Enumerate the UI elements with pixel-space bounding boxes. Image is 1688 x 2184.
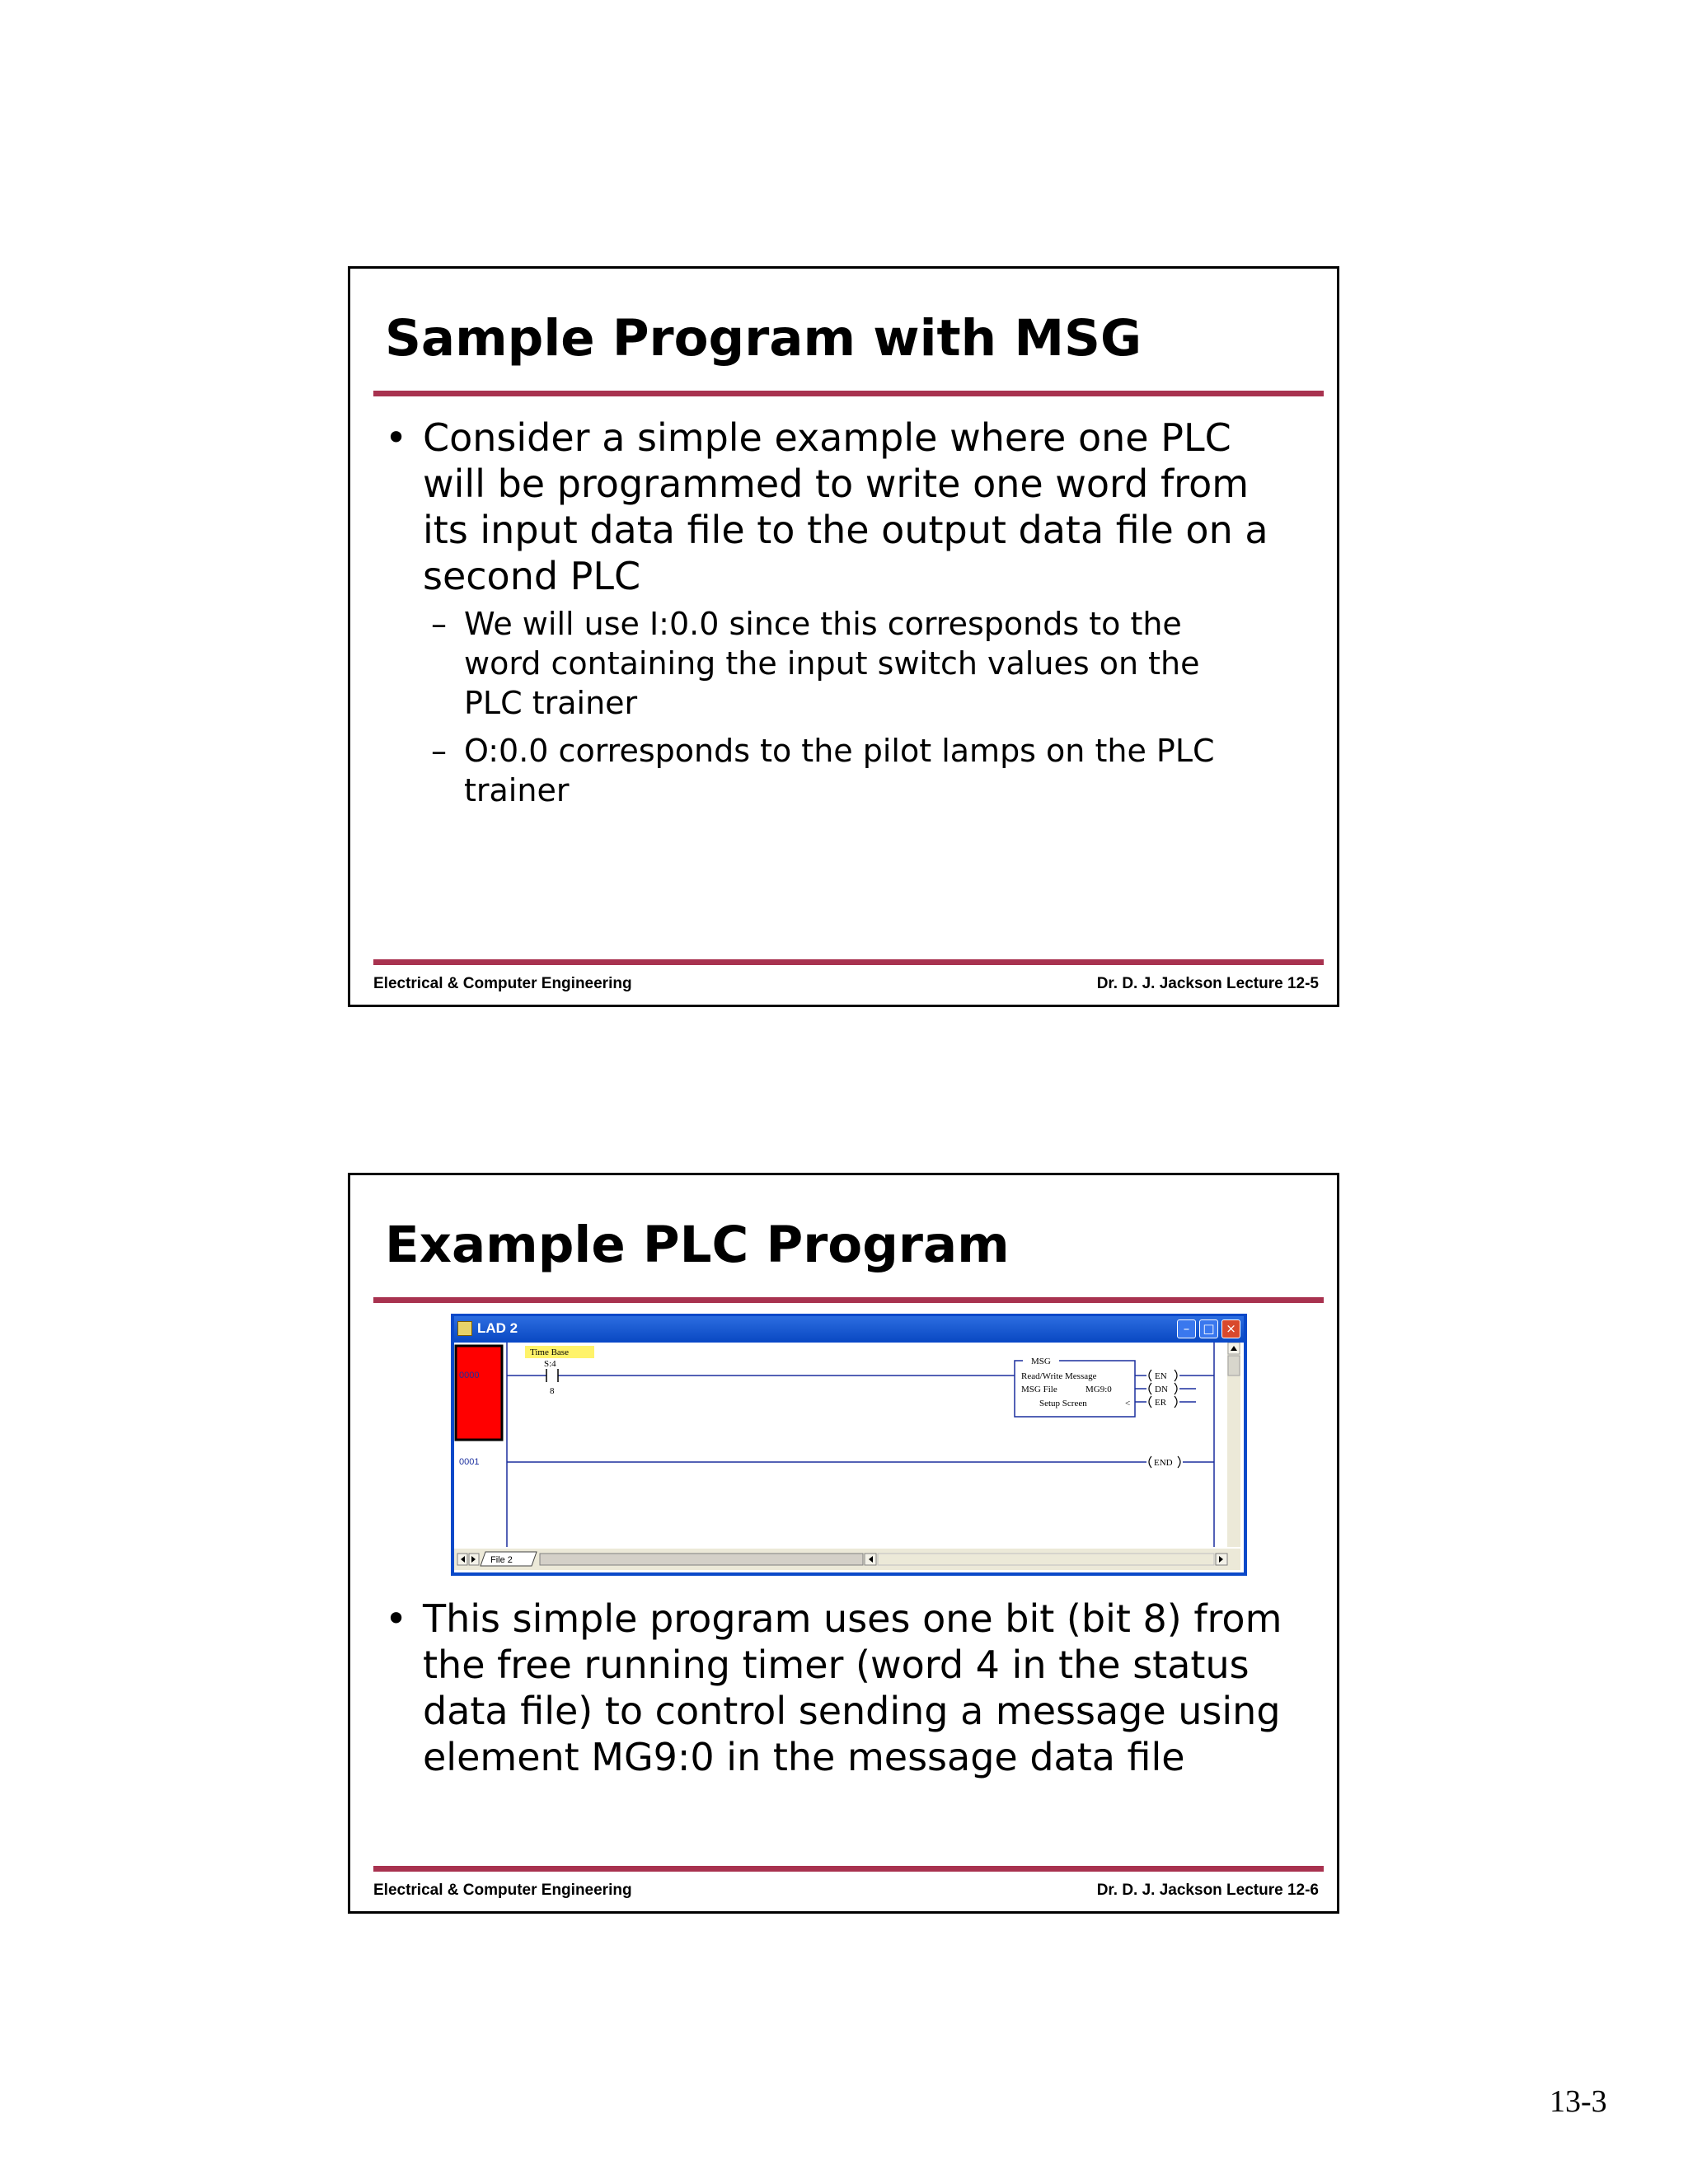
minimize-button[interactable]: – xyxy=(1177,1319,1196,1338)
msg-file-value: MG9:0 xyxy=(1085,1385,1112,1394)
msg-block-title: MSG xyxy=(1031,1357,1051,1366)
msg-arrow: < xyxy=(1125,1399,1131,1408)
sub-bullet-line: trainer xyxy=(464,772,570,808)
bullet-line: data file) to control sending a message using xyxy=(423,1689,1281,1733)
ladder-editor[interactable] xyxy=(454,1343,1244,1572)
slide-title: Example PLC Program xyxy=(385,1216,1010,1274)
output-en-label: EN xyxy=(1155,1371,1167,1381)
sub-bullet-item xyxy=(431,604,1272,723)
maximize-button[interactable]: □ xyxy=(1199,1319,1218,1338)
dash-mark: – xyxy=(431,606,447,642)
slide-lecture-12-6 xyxy=(348,1173,1339,1914)
tooltip-label: Time Base xyxy=(530,1347,569,1357)
bullet-line: This simple program uses one bit (bit 8) from xyxy=(423,1596,1282,1641)
footer-lecture: Dr. D. J. Jackson Lecture 12-6 xyxy=(1096,1882,1319,1899)
output-er-label: ER xyxy=(1155,1398,1167,1408)
close-button[interactable]: × xyxy=(1221,1319,1240,1338)
title-rule xyxy=(373,1297,1324,1303)
bullet-line: the free running timer (word 4 in the status xyxy=(423,1643,1250,1687)
bullet-line: element MG9:0 in the message data file xyxy=(423,1735,1185,1779)
page-number: 13-3 xyxy=(1550,2084,1607,2119)
file-tab-label: File 2 xyxy=(490,1555,513,1565)
sub-bullet-item xyxy=(431,731,1272,810)
footer-lecture: Dr. D. J. Jackson Lecture 12-5 xyxy=(1096,975,1319,992)
contact-address: S:4 xyxy=(544,1359,556,1369)
msg-setup-screen[interactable]: Setup Screen xyxy=(1039,1399,1087,1408)
sub-bullet-line: O:0.0 corresponds to the pilot lamps on the PLC xyxy=(464,733,1215,769)
bullet-mark: • xyxy=(385,415,408,460)
horizontal-scroll-track[interactable] xyxy=(540,1554,863,1565)
sub-bullet-line: word containing the input switch values on the xyxy=(464,645,1200,682)
msg-line: Read/Write Message xyxy=(1021,1371,1097,1381)
window-title-bar[interactable] xyxy=(454,1316,1244,1341)
msg-file-label: MSG File xyxy=(1021,1385,1057,1394)
footer-rule xyxy=(373,1866,1324,1872)
footer-department: Electrical & Computer Engineering xyxy=(373,975,632,992)
title-rule xyxy=(373,391,1324,396)
bullet-line: second PLC xyxy=(423,554,641,598)
xic-contact[interactable] xyxy=(546,1369,558,1382)
bullet-item xyxy=(385,415,1308,599)
bullet-item xyxy=(385,1596,1308,1780)
output-dn-label: DN xyxy=(1155,1385,1168,1394)
ladder-diagram xyxy=(454,1343,1240,1570)
selected-rung-highlight[interactable] xyxy=(456,1346,502,1440)
sub-bullet-line: We will use I:0.0 since this corresponds to the xyxy=(464,606,1182,642)
footer-rule xyxy=(373,959,1324,965)
lad-window xyxy=(451,1314,1247,1576)
slide-lecture-12-5 xyxy=(348,266,1339,1007)
horizontal-scrollbar[interactable] xyxy=(878,1554,1214,1565)
rung-number: 0001 xyxy=(459,1457,480,1467)
bullet-line: its input data file to the output data file on a xyxy=(423,508,1268,552)
bullet-line: will be programmed to write one word from xyxy=(423,462,1250,506)
contact-bit: 8 xyxy=(550,1386,555,1396)
slide-title: Sample Program with MSG xyxy=(385,309,1142,368)
bullet-mark: • xyxy=(385,1596,408,1641)
ladder-app-icon xyxy=(457,1321,472,1336)
dash-mark: – xyxy=(431,733,447,769)
footer-department: Electrical & Computer Engineering xyxy=(373,1882,632,1899)
end-label: END xyxy=(1154,1458,1173,1468)
bullet-line: Consider a simple example where one PLC xyxy=(423,415,1231,460)
window-title: LAD 2 xyxy=(477,1320,518,1336)
rung-number: 0000 xyxy=(459,1371,480,1380)
sub-bullet-line: PLC trainer xyxy=(464,685,638,721)
vertical-scroll-thumb[interactable] xyxy=(1228,1356,1240,1376)
